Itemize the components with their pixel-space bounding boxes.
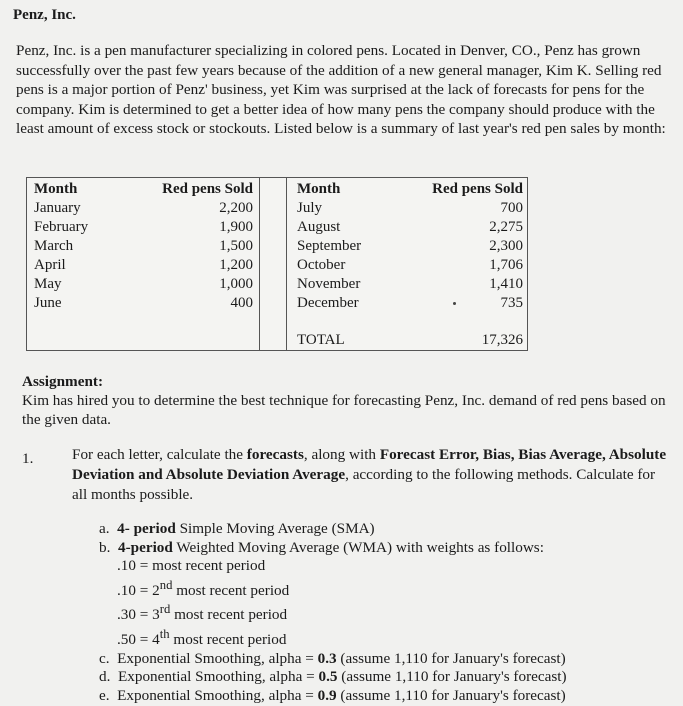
list-letter: a. xyxy=(99,520,110,537)
table-cell: 1,500 xyxy=(219,238,253,254)
list-letter: c. xyxy=(99,649,110,667)
list-note: (assume 1,110 for January's forecast) xyxy=(337,668,567,686)
q1-bold-metrics: Forecast Error, Bias, Bias Average, Absolute Deviation and Absolute Deviation Average xyxy=(72,446,667,483)
list-note: (assume 1,110 for January's forecast) xyxy=(336,649,566,667)
table-row: March xyxy=(34,238,74,254)
table-row: October xyxy=(297,257,346,273)
assignment-heading: Assignment: xyxy=(22,373,104,390)
weight-sup: rd xyxy=(159,602,171,617)
list-item-d xyxy=(99,668,567,687)
list-letter: d. xyxy=(99,668,111,686)
q1-post: , according to the following methods. Calculate for all months possible. xyxy=(72,466,656,503)
table-row: January xyxy=(34,200,81,216)
list-bold: 4- period xyxy=(117,520,176,537)
alpha-value: 0.3 xyxy=(317,649,337,667)
table-cell: 1,410 xyxy=(489,276,523,292)
table-row: November xyxy=(297,276,361,292)
list-text: Simple Moving Average (SMA) xyxy=(175,520,375,537)
table-row: December xyxy=(297,295,359,311)
total-label: TOTAL xyxy=(297,332,345,348)
table-row: September xyxy=(297,238,362,254)
table-cell: 735 xyxy=(500,295,523,311)
question-number: 1. xyxy=(22,450,34,467)
table-cell: 2,275 xyxy=(489,219,523,235)
table-cell: 700 xyxy=(500,200,523,216)
list-item-e xyxy=(99,687,567,706)
weight-2 xyxy=(99,576,567,601)
table-row: June xyxy=(34,295,62,311)
list-note: (assume 1,110 for January's forecast) xyxy=(336,686,566,704)
header-sold-left: Red pens Sold xyxy=(162,181,253,197)
weight-4 xyxy=(99,625,567,650)
list-bold: 4-period xyxy=(117,538,173,556)
list-letter: e. xyxy=(99,686,110,704)
list-text: Exponential Smoothing, alpha = xyxy=(117,649,318,667)
weight-sup: nd xyxy=(159,577,173,592)
weight-text: .30 = 3 xyxy=(117,606,160,624)
table-cell: 1,000 xyxy=(219,276,253,292)
table-row: April xyxy=(34,257,66,273)
weight-text: most recent period xyxy=(172,581,290,599)
table-row: May xyxy=(34,276,62,292)
list-text: Exponential Smoothing, alpha = xyxy=(117,668,319,686)
header-month-right: Month xyxy=(297,181,341,197)
table-cell: 1,200 xyxy=(219,257,253,273)
assignment-text: Kim has hired you to determine the best technique for forecasting Penz, Inc. demand of red pens based on the given data. xyxy=(22,392,666,428)
table-row: August xyxy=(297,219,341,235)
list-item-b xyxy=(99,539,567,558)
weight-1: .10 = most recent period xyxy=(117,557,266,575)
table-cell: 2,200 xyxy=(219,200,253,216)
table-cell: 1,706 xyxy=(489,257,523,273)
method-list xyxy=(99,520,567,706)
weight-text: .10 = 2 xyxy=(117,581,160,599)
list-text: Exponential Smoothing, alpha = xyxy=(117,686,318,704)
list-item-a xyxy=(99,520,567,539)
header-month-left: Month xyxy=(34,181,78,197)
header-sold-right: Red pens Sold xyxy=(432,181,523,197)
assignment-section xyxy=(22,372,667,429)
table-cell: 1,900 xyxy=(219,219,253,235)
q1-bold-forecasts: forecasts xyxy=(246,446,304,463)
list-text: Weighted Moving Average (WMA) with weights as follows: xyxy=(172,538,544,556)
table-cell: 400 xyxy=(230,295,253,311)
alpha-value: 0.5 xyxy=(318,668,338,686)
alpha-value: 0.9 xyxy=(317,686,337,704)
weight-sup: th xyxy=(159,627,170,642)
list-letter: b. xyxy=(99,538,111,556)
weight-3 xyxy=(99,600,567,625)
table-row: February xyxy=(34,219,89,235)
intro-paragraph: Penz, Inc. is a pen manufacturer specializing in colored pens. Located in Denver, CO., Penz has grown successfully over the past few years because of the addition of a new general manager, Kim K. Selling red pens is a major portion of Penz' business, yet Kim was surprised at the lack of forecasts for pens for the company. Kim is determined to get a better idea of how many pens the company should produce with the least amount of excess stock or stockouts. Listed below is a summary of last year's red pen sales by month: xyxy=(16,42,666,137)
list-item-c xyxy=(99,650,567,669)
question-text xyxy=(72,445,668,505)
document-title: Penz, Inc. xyxy=(13,7,76,23)
table-cell: 2,300 xyxy=(489,238,523,254)
weight-text: most recent period xyxy=(169,631,287,649)
total-value: 17,326 xyxy=(481,332,523,348)
weight-text: most recent period xyxy=(170,606,288,624)
q1-mid: , along with xyxy=(303,446,380,463)
q1-pre: For each letter, calculate the xyxy=(72,446,247,463)
sales-table xyxy=(26,177,528,351)
table-row: July xyxy=(297,200,323,216)
stray-dot xyxy=(453,302,456,305)
weight-text: .50 = 4 xyxy=(117,631,160,649)
